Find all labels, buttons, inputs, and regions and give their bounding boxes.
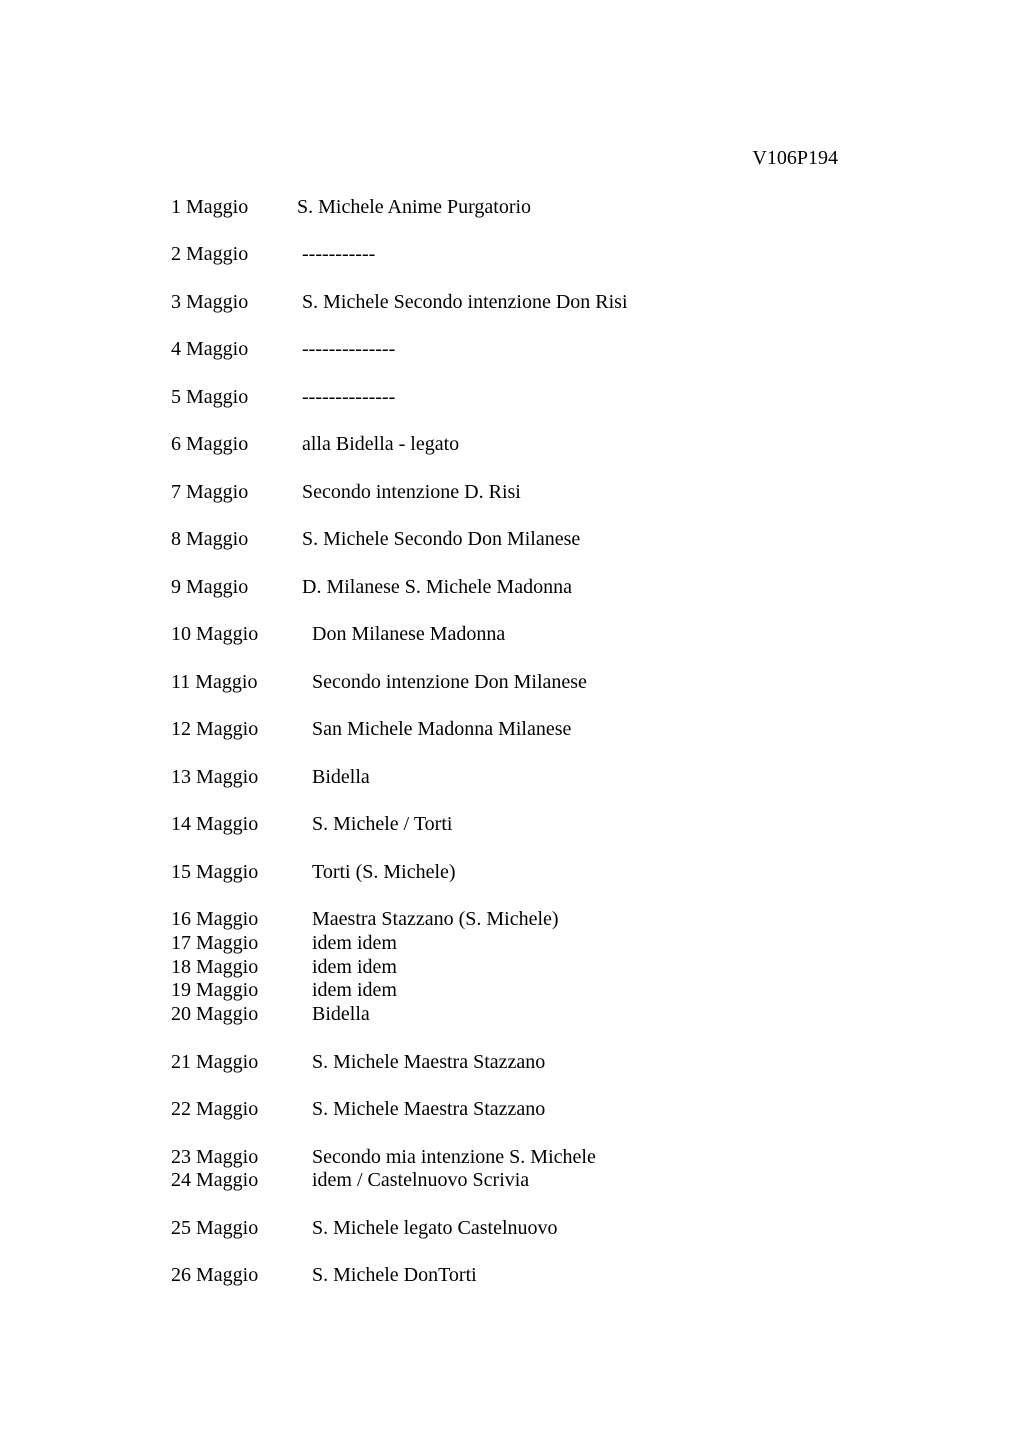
entry-date: 4 Maggio: [171, 338, 249, 360]
entry-date: 12 Maggio: [171, 718, 259, 740]
entry-note: Secondo mia intenzione S. Michele: [312, 1146, 596, 1168]
entry-note: S. Michele Secondo intenzione Don Risi: [302, 291, 628, 313]
entry-date: 20 Maggio: [171, 1003, 259, 1025]
entry-note: idem / Castelnuovo Scrivia: [312, 1169, 530, 1191]
entry-note: idem idem: [312, 979, 397, 1001]
entry-date: 1 Maggio: [171, 196, 249, 218]
entry-date: 24 Maggio: [171, 1169, 259, 1191]
entry-note: Bidella: [312, 766, 370, 788]
entry-date: 3 Maggio: [171, 291, 249, 313]
entry-date: 11 Maggio: [171, 671, 258, 693]
entry-note: alla Bidella - legato: [302, 433, 460, 455]
entry-date: 15 Maggio: [171, 861, 259, 883]
entry-note: S. Michele Anime Purgatorio: [297, 196, 532, 218]
entry-note: S. Michele legato Castelnuovo: [312, 1217, 558, 1239]
entry-note: --------------: [302, 338, 396, 360]
entry-note: idem idem: [312, 932, 397, 954]
entry-date: 2 Maggio: [171, 243, 249, 265]
entry-note: Secondo intenzione Don Milanese: [312, 671, 587, 693]
entry-note: idem idem: [312, 956, 397, 978]
entry-date: 21 Maggio: [171, 1051, 259, 1073]
entry-date: 7 Maggio: [171, 481, 249, 503]
entry-note: Maestra Stazzano (S. Michele): [312, 908, 559, 930]
entry-date: 23 Maggio: [171, 1146, 259, 1168]
page-id: V106P194: [752, 147, 838, 169]
entry-date: 16 Maggio: [171, 908, 259, 930]
entry-note: S. Michele / Torti: [312, 813, 453, 835]
entry-note: Don Milanese Madonna: [312, 623, 506, 645]
entry-note: S. Michele DonTorti: [312, 1264, 477, 1286]
entry-note: San Michele Madonna Milanese: [312, 718, 572, 740]
entry-date: 9 Maggio: [171, 576, 249, 598]
entry-note: Secondo intenzione D. Risi: [302, 481, 521, 503]
entry-date: 19 Maggio: [171, 979, 259, 1001]
entry-note: S. Michele Maestra Stazzano: [312, 1098, 546, 1120]
entry-note: S. Michele Maestra Stazzano: [312, 1051, 546, 1073]
entry-date: 8 Maggio: [171, 528, 249, 550]
entry-date: 13 Maggio: [171, 766, 259, 788]
entry-date: 14 Maggio: [171, 813, 259, 835]
entry-note: S. Michele Secondo Don Milanese: [302, 528, 581, 550]
entry-date: 17 Maggio: [171, 932, 259, 954]
entry-note: --------------: [302, 386, 396, 408]
entry-note: Torti (S. Michele): [312, 861, 456, 883]
entry-date: 22 Maggio: [171, 1098, 259, 1120]
entry-date: 10 Maggio: [171, 623, 259, 645]
entry-date: 25 Maggio: [171, 1217, 259, 1239]
entry-date: 5 Maggio: [171, 386, 249, 408]
entry-note: -----------: [302, 243, 376, 265]
entry-date: 18 Maggio: [171, 956, 259, 978]
entry-date: 26 Maggio: [171, 1264, 259, 1286]
entry-note: D. Milanese S. Michele Madonna: [302, 576, 572, 598]
entry-note: Bidella: [312, 1003, 370, 1025]
entry-date: 6 Maggio: [171, 433, 249, 455]
